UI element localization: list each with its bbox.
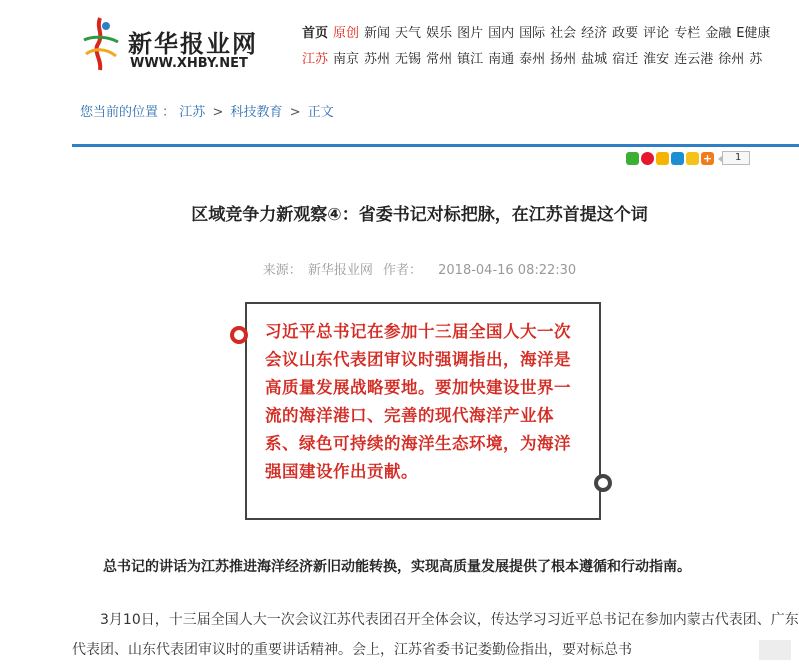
nav-item[interactable]: 评论 bbox=[643, 26, 670, 41]
nav-item[interactable]: 扬州 bbox=[550, 52, 577, 67]
breadcrumb-jiangsu[interactable]: 江苏 bbox=[179, 105, 206, 120]
breadcrumb-prefix: 您当前的位置 ： bbox=[80, 105, 176, 120]
nav-item[interactable]: 镇江 bbox=[457, 52, 484, 67]
nav-item[interactable]: 金融 bbox=[705, 26, 732, 41]
nav-item[interactable]: 国际 bbox=[519, 26, 546, 41]
nav-item[interactable]: 淮安 bbox=[643, 52, 670, 67]
logo-text: 新华报业网 bbox=[128, 30, 258, 58]
nav-item[interactable]: 南京 bbox=[333, 52, 360, 67]
article-meta bbox=[0, 259, 799, 278]
article-title: 区域竞争力新观察④：省委书记对标把脉，在江苏首提这个词 bbox=[191, 205, 648, 225]
logo-mark-icon bbox=[78, 14, 122, 74]
breadcrumb-current[interactable]: 正文 bbox=[307, 105, 334, 120]
nav-item[interactable]: 徐州 bbox=[718, 52, 745, 67]
weibo-icon[interactable] bbox=[641, 152, 654, 165]
decorative-ring-red bbox=[230, 326, 248, 344]
nav-item[interactable]: 图片 bbox=[457, 26, 484, 41]
article-lead: 总书记的讲话为江苏推进海洋经济新旧动能转换，实现高质量发展提供了根本遵循和行动指南。 bbox=[103, 559, 691, 575]
nav-item[interactable]: 无锡 bbox=[395, 52, 422, 67]
breadcrumb-separator: > bbox=[289, 105, 301, 120]
renren-icon[interactable] bbox=[686, 152, 699, 165]
quote-image bbox=[245, 302, 601, 520]
quote-text: 习近平总书记在参加十三届全国人大一次会议山东代表团审议时强调指出，海洋是高质量发展战略要地。要加快建设世界一流的海洋港口、完善的现代海洋产业体系、绿色可持续的海洋生态环境，为海洋强国建设作出贡献。 bbox=[265, 322, 571, 481]
nav-item[interactable]: 新闻 bbox=[364, 26, 391, 41]
nav-item[interactable]: 宿迁 bbox=[612, 52, 639, 67]
breadcrumb-tech-edu[interactable]: 科技教育 bbox=[230, 105, 283, 120]
header-divider bbox=[72, 144, 799, 147]
breadcrumb bbox=[80, 101, 334, 120]
nav-item[interactable]: 江苏 bbox=[302, 52, 329, 67]
nav-item[interactable]: 原创 bbox=[333, 26, 360, 41]
publish-date: 2018-04-16 08:22:30 bbox=[438, 263, 577, 278]
nav-item[interactable]: 天气 bbox=[395, 26, 422, 41]
source-name: 新华报业网 bbox=[307, 263, 373, 278]
nav-item[interactable]: 娱乐 bbox=[426, 26, 453, 41]
author-label: 作者： bbox=[382, 263, 422, 278]
share-count: 1 bbox=[722, 151, 750, 165]
nav-item[interactable]: 苏 bbox=[749, 52, 763, 67]
breadcrumb-separator: > bbox=[212, 105, 224, 120]
nav-item[interactable]: 苏州 bbox=[364, 52, 391, 67]
main-nav bbox=[302, 22, 799, 41]
qzone-icon[interactable] bbox=[656, 152, 669, 165]
nav-item[interactable]: 国内 bbox=[488, 26, 515, 41]
nav-item[interactable]: 盐城 bbox=[581, 52, 608, 67]
site-logo[interactable] bbox=[78, 14, 278, 74]
nav-item[interactable]: 政要 bbox=[612, 26, 639, 41]
regional-nav bbox=[302, 48, 799, 67]
nav-item[interactable]: E健康 bbox=[736, 26, 771, 41]
nav-item[interactable]: 社会 bbox=[550, 26, 577, 41]
nav-item[interactable]: 泰州 bbox=[519, 52, 546, 67]
nav-item[interactable]: 南通 bbox=[488, 52, 515, 67]
wechat-icon[interactable] bbox=[626, 152, 639, 165]
source-label: 来源： bbox=[262, 263, 302, 278]
nav-item[interactable]: 连云港 bbox=[674, 52, 714, 67]
article-paragraph: 3月10日，十三届全国人大一次会议江苏代表团召开全体会议，传达学习习近平总书记在参加内蒙古代表团、广东代表团、山东代表团审议时的重要讲话精神。会上，江苏省委书记娄勤俭指出，要对标总书 bbox=[72, 612, 799, 658]
share-bar bbox=[626, 151, 750, 165]
tencent-weibo-icon[interactable] bbox=[671, 152, 684, 165]
nav-item[interactable]: 经济 bbox=[581, 26, 608, 41]
nav-item[interactable]: 专栏 bbox=[674, 26, 701, 41]
nav-item[interactable]: 常州 bbox=[426, 52, 453, 67]
logo-url: WWW.XHBY.NET bbox=[130, 56, 248, 71]
more-icon[interactable]: + bbox=[702, 151, 713, 165]
nav-item[interactable]: 首页 bbox=[302, 26, 329, 41]
decorative-ring-gray bbox=[594, 474, 612, 492]
watermark-badge bbox=[759, 640, 791, 660]
